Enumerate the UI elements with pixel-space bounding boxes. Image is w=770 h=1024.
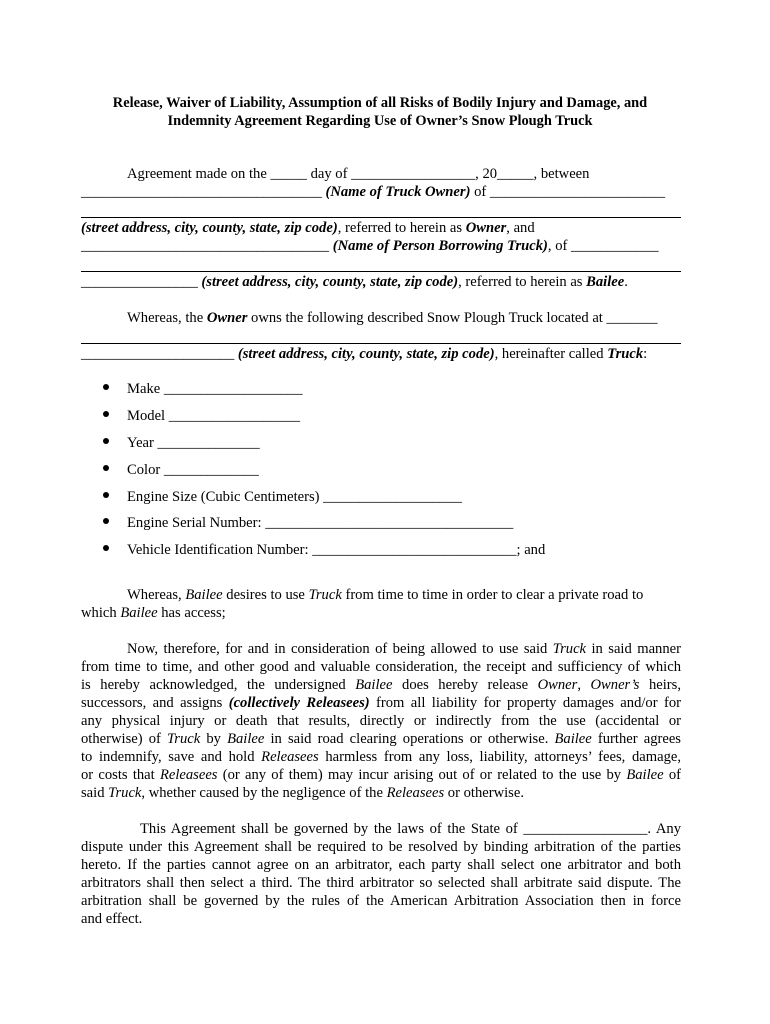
borrower-label: (Name of Person Borrowing Truck) — [332, 238, 548, 254]
bullet-icon — [103, 384, 109, 390]
list-item-make: Make ___________________ — [127, 381, 303, 397]
blank-line-truck-location — [81, 331, 681, 344]
bullet-icon — [103, 465, 109, 471]
release-line-7: to indemnify, save and hold Releasees harmless from any loss, liability, attorneys’ fees, damage, — [81, 749, 681, 765]
bullet-icon — [103, 438, 109, 444]
bullet-icon — [103, 518, 109, 524]
truck-owner-label: (Name of Truck Owner) — [325, 184, 471, 200]
intro-line-2: _________________________________ (Name of Truck Owner) of ________________________ — [81, 184, 666, 200]
release-line-3: is hereby acknowledged, the undersigned Bailee does hereby release Owner, Owner’s heirs, — [81, 677, 681, 693]
release-line-5: any physical injury or death that results, directly or indirectly from the use (accidental or — [81, 713, 681, 729]
bullet-icon — [103, 411, 109, 417]
whereas-owner-line-3: _____________________ (street address, city, county, state, zip code), hereinafter called Truck: — [81, 346, 648, 362]
title-line-2: Indemnity Agreement Regarding Use of Owner’s Snow Plough Truck — [167, 113, 593, 129]
release-line-4: successors, and assigns (collectively Releasees) from all liability for property damages and/or for — [81, 695, 682, 711]
list-item-engine-size: Engine Size (Cubic Centimeters) ___________________ — [127, 489, 462, 505]
intro-line-7: ________________ (street address, city, county, state, zip code), referred to herein as Bailee. — [81, 274, 628, 290]
whereas-owner-line-1: Whereas, the Owner owns the following described Snow Plough Truck located at _______ — [127, 310, 658, 326]
intro-line-4: (street address, city, county, state, zip code), referred to herein as Owner, and — [81, 220, 535, 236]
release-line-2: from time to time, and other good and valuable consideration, the receipt and sufficiency of which — [81, 659, 681, 675]
list-item-vin: Vehicle Identification Number: ____________________________; and — [127, 542, 546, 558]
governing-line-2: dispute under this Agreement shall be required to be resolved by binding arbitration of the parties — [81, 839, 681, 855]
bullet-icon — [103, 492, 109, 498]
title-line-1: Release, Waiver of Liability, Assumption of all Risks of Bodily Injury and Damage, and — [112, 95, 648, 111]
governing-line-3: hereto. If the parties cannot agree on an arbitrator, each party shall select one arbitrator and both — [81, 857, 681, 873]
list-item-model: Model __________________ — [127, 408, 301, 424]
whereas-bailee-line-1: Whereas, Bailee desires to use Truck from time to time in order to clear a private road to — [127, 587, 644, 603]
governing-line-1: This Agreement shall be governed by the laws of the State of _________________. Any — [140, 821, 681, 837]
document-title — [80, 94, 680, 130]
list-item-color: Color _____________ — [127, 462, 259, 478]
bullet-icon — [103, 545, 109, 551]
whereas-bailee-line-2: which Bailee has access; — [81, 605, 226, 621]
release-line-1: Now, therefore, for and in consideration of being allowed to use said Truck in said manner — [127, 641, 681, 657]
release-line-9: said Truck, whether caused by the negligence of the Releasees or otherwise. — [81, 785, 524, 801]
release-line-8: or costs that Releasees (or any of them) may incur arising out of or related to the use by Bailee of — [81, 767, 681, 783]
governing-line-6: and effect. — [81, 911, 143, 927]
list-item-engine-serial: Engine Serial Number: __________________________________ — [127, 515, 514, 531]
release-line-6: otherwise) of Truck by Bailee in said road clearing operations or otherwise. Bailee further agrees — [81, 731, 681, 747]
governing-line-5: arbitration shall be governed by the rules of the American Arbitration Association then in force — [81, 893, 681, 909]
blank-line-borrower-address — [81, 259, 681, 272]
intro-line-1: Agreement made on the _____ day of _________________, 20_____, between — [127, 166, 590, 182]
intro-line-5: __________________________________ (Name of Person Borrowing Truck), of ____________ — [81, 238, 659, 254]
governing-line-4: arbitrators shall then select a third. The third arbitrator so selected shall arbitrate said dispute. The — [81, 875, 681, 891]
list-item-year: Year ______________ — [127, 435, 260, 451]
blank-line-owner-address — [81, 205, 681, 218]
